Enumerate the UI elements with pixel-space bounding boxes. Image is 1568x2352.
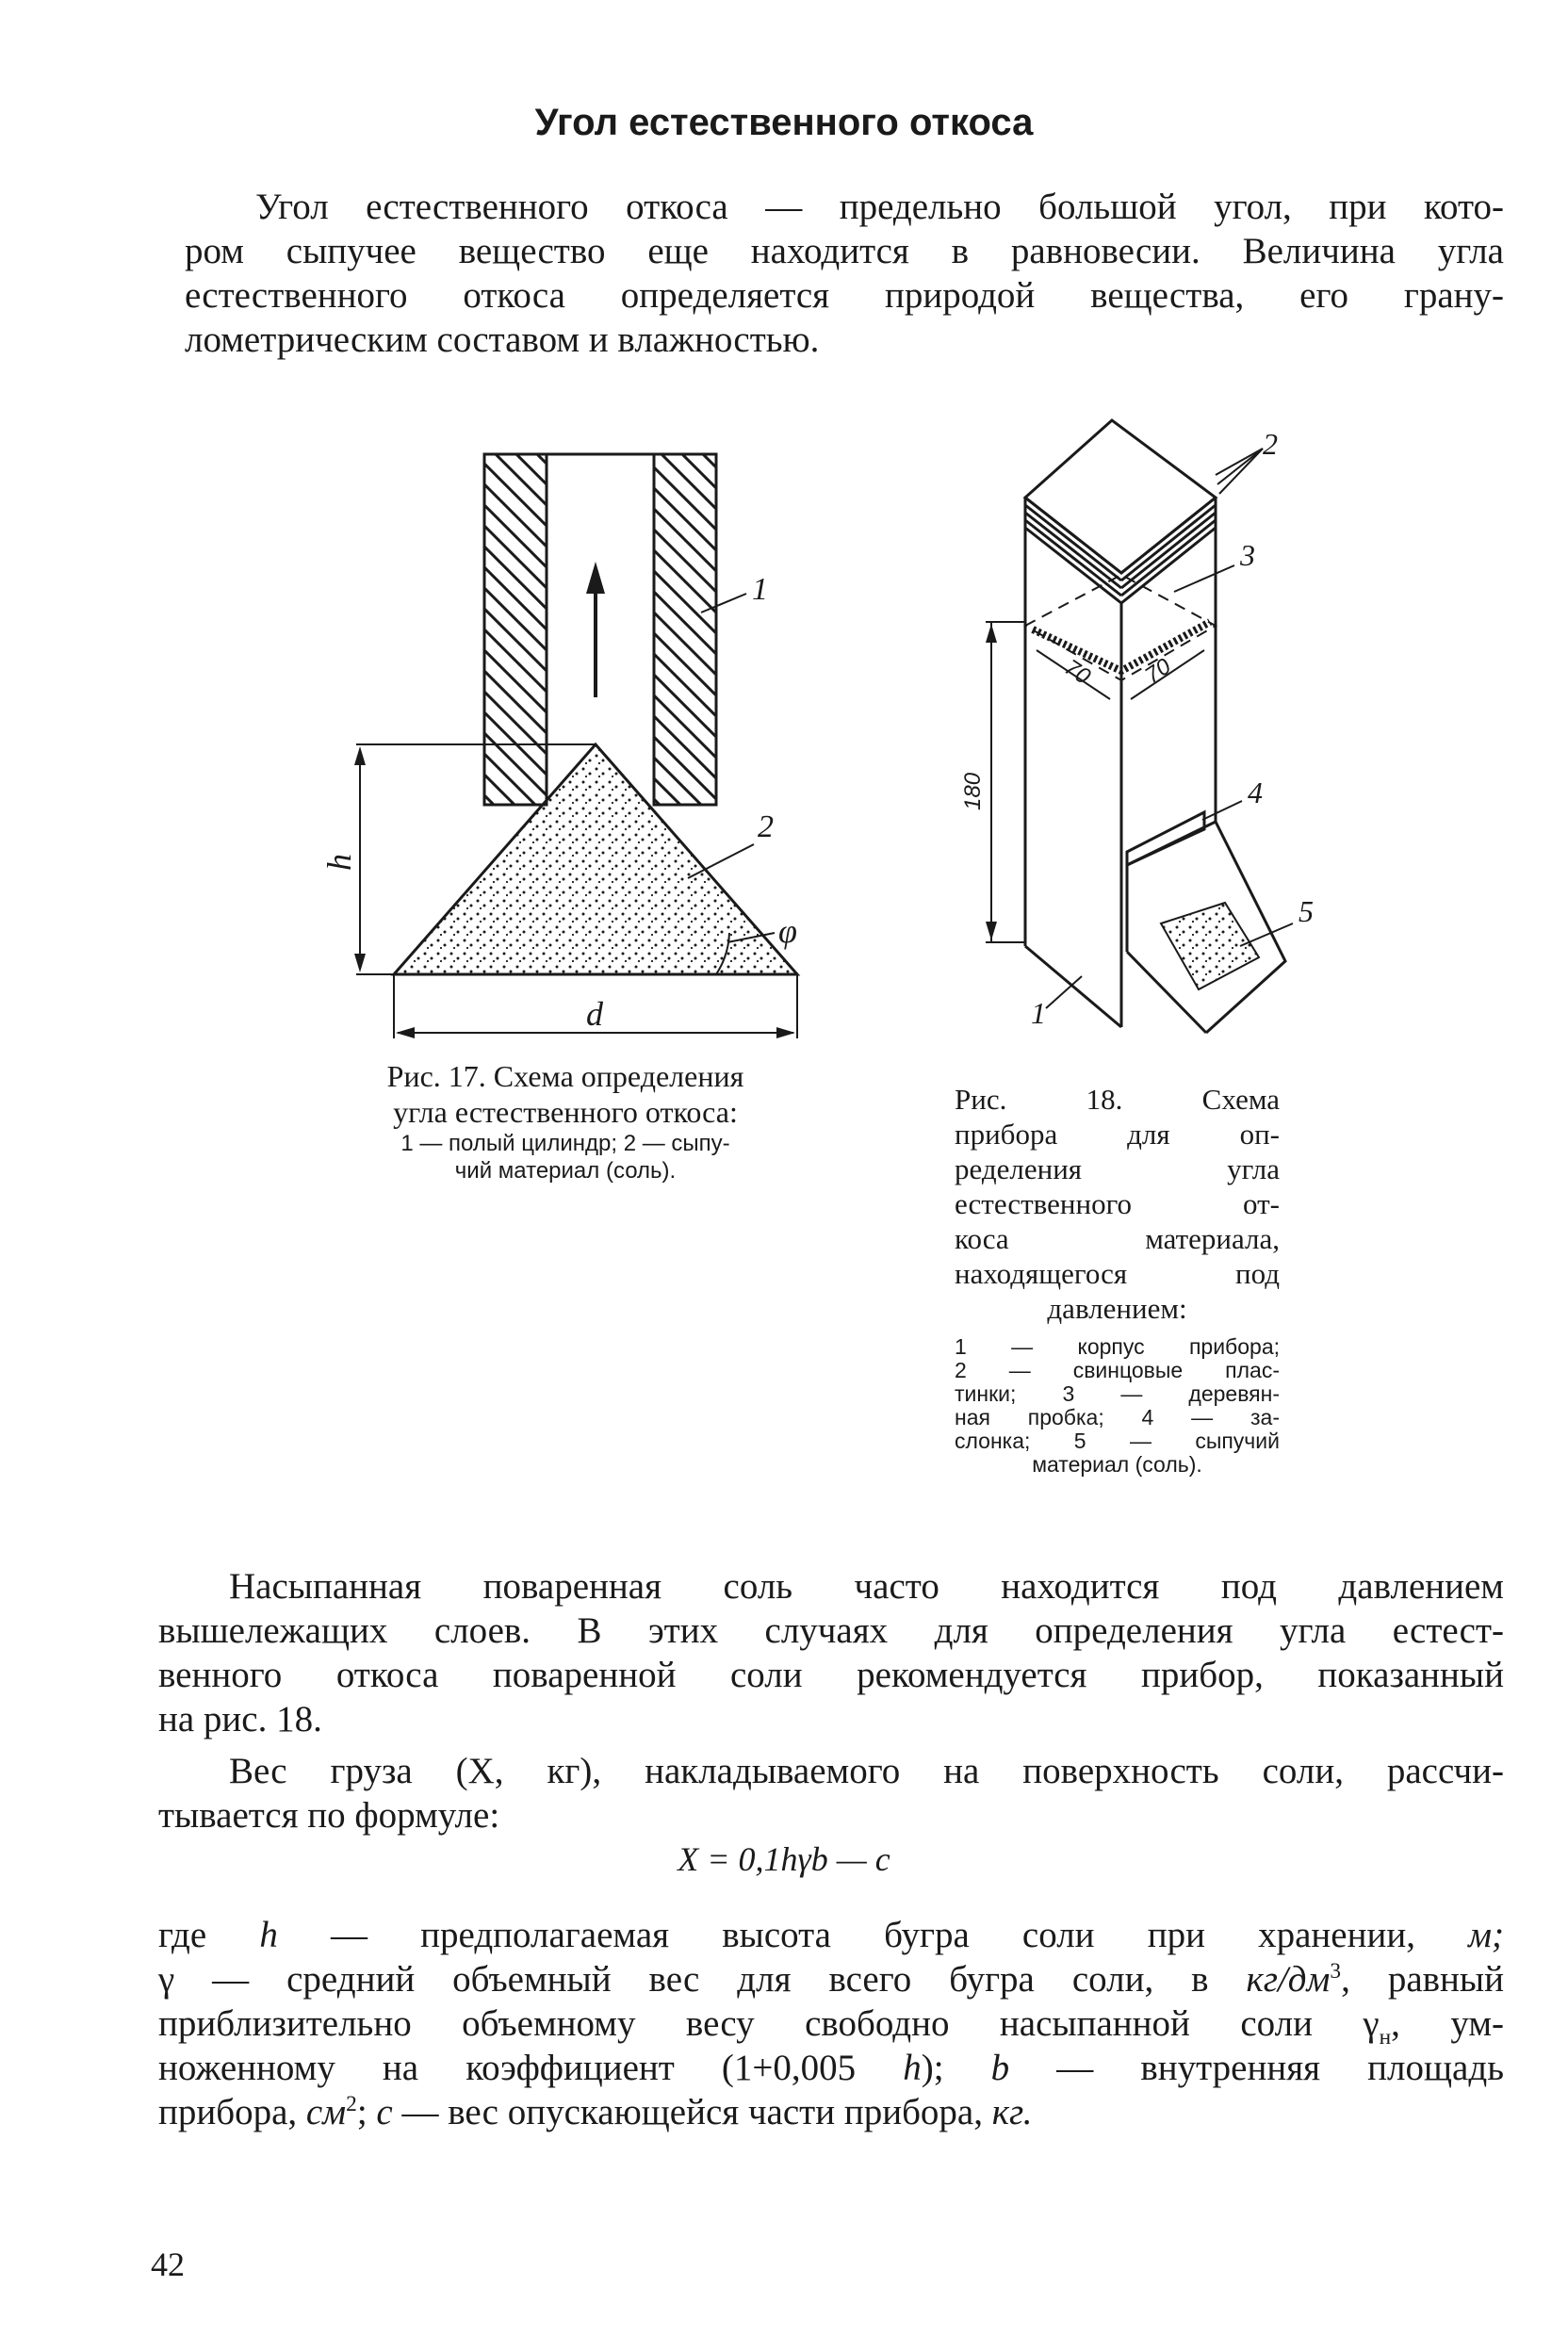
caption-line: находящегося под [955,1257,1280,1290]
caption-line: 2 — свинцовые плас- [955,1358,1280,1382]
caption-line: слонка; 5 — сыпучий [955,1429,1280,1453]
caption-line: ная пробка; 4 — за- [955,1405,1280,1429]
caption-line: коса материала, [955,1222,1280,1255]
text-run: , равный [1341,1959,1504,2000]
caption-line: прибора для оп- [955,1118,1280,1151]
text-run: м; [1468,1915,1504,1955]
caption-line: Рис. 17. Схема определения [386,1059,744,1093]
caption-line: чий материал (соль). [454,1158,677,1184]
figure-17-caption [320,1058,810,1184]
dimension-180 [986,622,1025,942]
text-line: Угол естественного откоса — предельно большой угол, при кото- [255,187,1504,227]
label-2: 2 [758,809,774,844]
label-2: 2 [1263,427,1278,461]
caption-line: материал (соль). [1032,1452,1202,1477]
label-4: 4 [1248,776,1263,809]
text-run: ноженному на коэффициент (1+0,005 [158,2048,904,2088]
label-3: 3 [1240,538,1255,572]
caption-line: тинки; 3 — деревян- [955,1381,1280,1406]
text-line [158,2001,1504,2050]
text-run: h [903,2048,922,2088]
text-run: 2 [346,2092,357,2116]
text-line [158,1913,1504,1957]
caption-line: естественного от- [955,1187,1280,1220]
body-paragraphs [158,1564,1504,1838]
text-run: кг. [991,2092,1033,2132]
text-line: венного откоса поваренной соли рекомендуется прибор, показанный [158,1655,1504,1695]
text-line: на рис. 18. [158,1699,322,1740]
caption-legend [320,1130,810,1184]
label-1: 1 [1031,996,1046,1030]
text-line: ром сыпучее вещество еще находится в равновесии. Величина угла [185,231,1504,271]
label-h: h [320,854,358,871]
text-run: — вес опускающейся части прибора, [392,2092,992,2132]
text-run: где [158,1915,260,1955]
text-run: b [990,2048,1010,2088]
text-run: — предполагаемая высота бугра соли при хранении, [277,1915,1469,1955]
text-run: прибора, [158,2092,306,2132]
page-number: 42 [151,2246,185,2283]
text-run: кг/дм [1246,1959,1331,2000]
text-run: — внутренняя площадь [1009,2048,1504,2088]
text-run: , ум- [1391,2003,1504,2044]
label-5: 5 [1298,894,1314,928]
text-line: Насыпанная поваренная соль часто находится под давлением [229,1566,1504,1607]
caption-line: давлением: [1047,1292,1187,1325]
text-line: естественного откоса определяется природой вещества, его грану- [185,275,1504,316]
text-line [158,2046,1504,2090]
caption-line: 1 — корпус прибора; [955,1334,1280,1359]
caption-legend [955,1335,1280,1477]
text-run: c [376,2092,393,2132]
text-run: н [1379,2024,1392,2050]
device-body [1025,420,1285,1033]
text-run: h [259,1915,278,1955]
caption-line: Рис. 18. Схема [955,1083,1280,1116]
text-run: ; [356,2092,377,2132]
page-title: Угол естественного откоса [534,102,1034,143]
text-run: γ — средний объемный вес для всего бугра соли, в [158,1959,1247,2000]
text-line: тывается по формуле: [158,1795,500,1836]
text-run: ); [921,2048,991,2088]
label-70-right: 70 [1140,653,1176,689]
text-run: см [305,2092,347,2132]
label-1: 1 [752,572,768,607]
text-line [158,1957,1504,2001]
label-70-left: 70 [1059,654,1095,690]
where-paragraph [158,1913,1504,2134]
caption-line: угла естественного откоса: [393,1095,738,1129]
label-phi: φ [778,912,797,950]
text-line [158,2090,1504,2134]
text-run: 3 [1330,1959,1342,1984]
text-run: приблизительно объемному весу свободно насыпанной соли γ [158,2003,1380,2044]
caption-line: ределения угла [955,1152,1280,1185]
label-d: d [586,995,603,1033]
figure-17 [320,454,797,1038]
text-line: вышележащих слоев. В этих случаях для определения угла естест- [158,1610,1504,1651]
formula: X = 0,1hγb — c [678,1840,890,1878]
text-line: Вес груза (X, кг), накладываемого на поверхность соли, рассчи- [229,1751,1504,1791]
text-line: лометрическим составом и влажностью. [185,319,820,360]
caption-line: 1 — полый цилиндр; 2 — сыпу- [400,1131,730,1156]
figure-18 [960,420,1314,1033]
label-180: 180 [960,772,986,810]
figure-18-caption [955,1082,1280,1477]
gate [1127,812,1285,1033]
